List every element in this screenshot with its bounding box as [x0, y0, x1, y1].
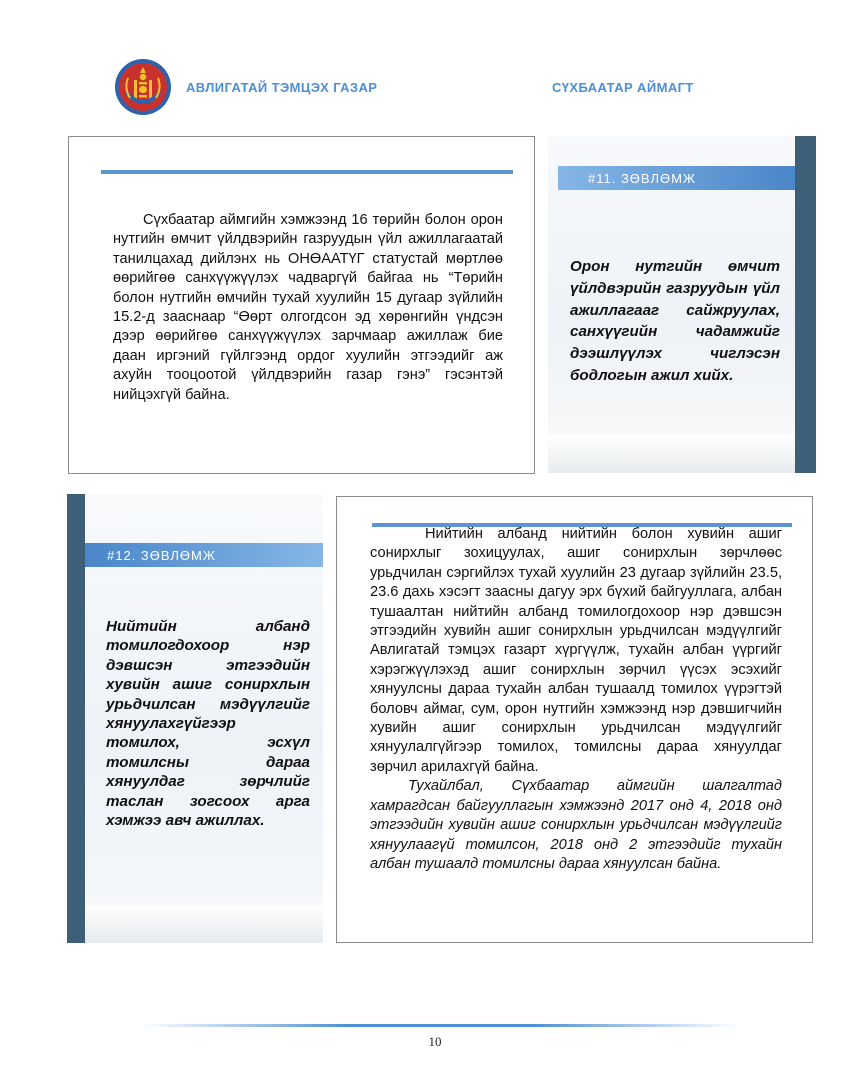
recommendation-12-tag: #12. ЗӨВЛӨМЖ [107, 548, 216, 563]
finding-2-paragraph-1: Нийтийн албанд нийтийн болон хувийн ашиг сонирхлыг зохицуулах, ашиг сонирхлын зөрчлөөс урьдчилан сэргийлэх тухай хуулийн 23 дугаар зүйлийн 23.5, 23.6 дахь хэсэгт заасны дагуу эрх бүхий байгууллага, албан тушаалтан нийтийн албанд томилогдохоор нэр дэвшсэн этгээдийн хувийн ашиг сонирхлын урьдчилсан мэдүүлгийг Авлигатай тэмцэх газарт хүргүүлж, тухайн албан үүргийг хэрэгжүүлэхэд ашиг сонирхлын зөрчил үүсэх эсэхийг хянуулсны дараа тухайн албан тушаалд томилох үүрэгтэй боловч аймаг, сум, орон нутгийн хэмжээнд нэр дэвшигчийн хувийн ашиг сонирхлын урьдчилсан мэдүүлгийг хянуулалгүйгээр томилох, томилсны дараа хянуулдаг зөрчил арилахгүй байна. [370, 526, 782, 775]
recommendation-12-panel-footer [85, 905, 323, 943]
recommendation-11-panel-footer [548, 435, 796, 473]
organization-name: АВЛИГАТАЙ ТЭМЦЭХ ГАЗАР [186, 80, 378, 95]
page-number: 10 [428, 1034, 442, 1049]
recommendation-11-stripe [795, 136, 816, 473]
recommendation-11-tag: #11. ЗӨВЛӨМЖ [588, 171, 696, 186]
recommendation-11-paragraph: Орон нутгийн өмчит үйлдвэрийн газруудын үйл ажиллагааг сайжруулах, санхүүгийн чадамжийг дээшлүүлэх чиглэсэн бодлогын ажил хийх. [570, 258, 780, 384]
finding-1-paragraph: Сүхбаатар аймгийн хэмжээнд 16 төрийн болон орон нутгийн өмчит үйлдвэрийн газруудын үйл ажиллагаатай танилцахад дийлэнх нь ОНӨААТҮГ статустай мөртлөө өөрийгөө санхүүжүүлэх чадваргүй байгаа нь “Төрийн болон нутгийн өмчийн тухай хуулийн 15 дугаар зүйлийн 15.2-д зааснаар “Өөрт олгогдсон эд хөрөнгийн үндсэн дээр өөрийгөө санхүүжүүлэх зарчмаар ажиллаж бие даан иргэний гүйлгээнд ордог хуулийн этгээдийг аж ахуйн тооцоотой үйлдвэрийн газар гэнэ” гэсэнтэй нийцэхгүй байна. [113, 212, 503, 403]
finding-box-1-rule [101, 170, 513, 174]
region-name: СҮХБААТАР АЙМАГТ [552, 80, 694, 95]
finding-box-1-text [113, 211, 503, 405]
recommendation-12-text [106, 617, 310, 830]
soyombo-emblem-icon [114, 58, 172, 116]
recommendation-12-stripe [67, 494, 85, 943]
recommendation-11-text [570, 256, 780, 387]
footer-rule [140, 1024, 740, 1027]
finding-2-paragraph-2: Тухайлбал, Сүхбаатар аймгийн шалгалтад хамрагдсан байгууллагын хэмжээнд 2017 онд 4, 2018 онд этгээдийн хувийн ашиг сонирхлын урьдчилсан мэдүүлгийг хянуулаагүй томилсон, 2018 онд 2 этгээдийг тухайн албан тушаалд томилсны дараа хянуулсан байна. [370, 778, 782, 872]
recommendation-12-paragraph: Нийтийн албанд томилогдохоор нэр дэвшсэн этгээдийн хувийн ашиг сонирхлын урьдчилсан мэдүүлгийг хянуулахгүйгээр томилох, эсхүл томилсны дараа хянуулдаг зөрчлийг таслан зогсоох арга хэмжээ авч ажиллах. [106, 618, 310, 830]
finding-box-2-text [370, 525, 782, 874]
